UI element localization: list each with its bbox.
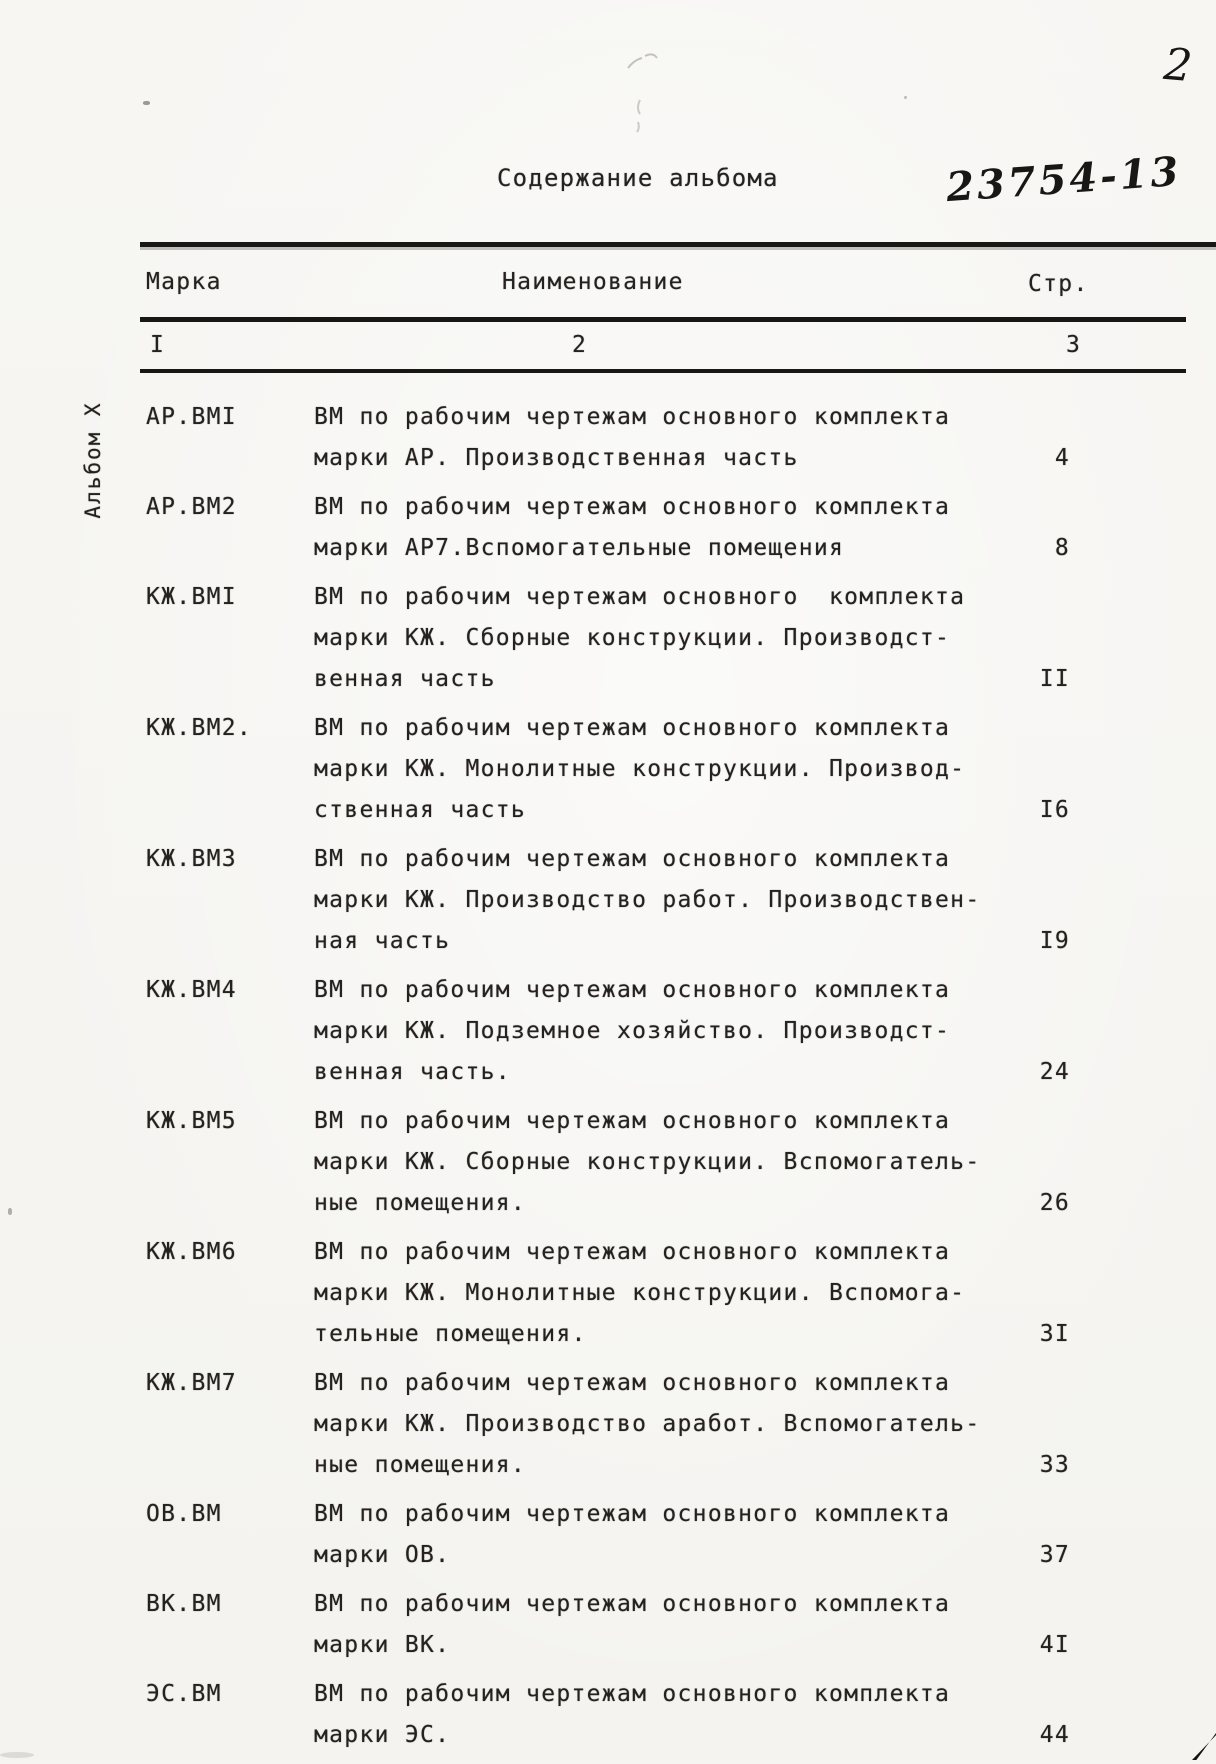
- row-page-number: 4I: [1039, 1632, 1070, 1658]
- row-description: ВМ по рабочим чертежам основного комплекта марки КЖ. Производство аработ. Вспомогатель- ные помещения.: [314, 1370, 981, 1478]
- scan-corner-mark: [1192, 1733, 1216, 1760]
- column-header-mark: Марка: [146, 269, 222, 295]
- row-page-number: 26: [1039, 1190, 1070, 1216]
- row-page-number: 33: [1039, 1452, 1070, 1478]
- table-row: [146, 839, 1070, 962]
- row-page-number: 4: [1054, 445, 1070, 471]
- row-mark: КЖ.ВМ7: [146, 1370, 237, 1396]
- row-page-number: I6: [1039, 797, 1070, 823]
- row-page-number: II: [1039, 666, 1070, 692]
- row-page-number: 24: [1039, 1059, 1070, 1085]
- table-row: [146, 577, 1070, 700]
- table-row: [146, 1494, 1070, 1576]
- row-mark: КЖ.ВМ5: [146, 1108, 237, 1134]
- row-mark: КЖ.ВМ4: [146, 977, 237, 1003]
- row-mark: ОВ.ВМ: [146, 1501, 222, 1527]
- album-side-label: Альбом X: [81, 401, 105, 519]
- row-description: ВМ по рабочим чертежам основного комплекта марки КЖ. Производство работ. Производствен- ная часть: [314, 846, 981, 954]
- table-row: [146, 708, 1070, 831]
- row-page-number: 8: [1054, 535, 1070, 561]
- table-row: [146, 1584, 1070, 1666]
- scan-speck: [904, 96, 907, 99]
- row-mark: АР.ВМ2: [146, 494, 237, 520]
- table-row: [146, 1101, 1070, 1224]
- table-top-rule: [140, 242, 1216, 247]
- row-page-number: I9: [1039, 928, 1070, 954]
- row-mark: ЭС.ВМ: [146, 1681, 222, 1707]
- scan-smudge: [0, 1752, 34, 1758]
- row-mark: АР.ВМI: [146, 404, 237, 430]
- row-mark: КЖ.ВМ3: [146, 846, 237, 872]
- column-header-name: Наименование: [502, 269, 684, 295]
- table-row: [146, 1232, 1070, 1355]
- handwritten-page-number: 2: [1161, 38, 1195, 93]
- header-bottom-rule: [140, 317, 1186, 322]
- column-numbers-rule: [140, 369, 1186, 373]
- row-description: ВМ по рабочим чертежам основного комплекта марки КЖ. Подземное хозяйство. Производст- венная часть.: [314, 977, 951, 1085]
- row-mark: КЖ.ВМI: [146, 584, 237, 610]
- table-row: [146, 487, 1070, 569]
- scan-speck: [8, 1208, 12, 1215]
- page-title: Содержание альбома: [497, 164, 779, 192]
- column-header-page: Стр.: [1028, 271, 1089, 297]
- table-row: [146, 1363, 1070, 1486]
- row-description: ВМ по рабочим чертежам основного комплекта марки АР7.Вспомогательные помещения: [314, 494, 951, 561]
- row-description: ВМ по рабочим чертежам основного комплекта марки КЖ. Монолитные конструкции. Производ- ственная часть: [314, 715, 966, 823]
- table-row: [146, 397, 1070, 479]
- row-description: ВМ по рабочим чертежам основного комплекта марки КЖ. Монолитные конструкции. Вспомога- тельные помещения.: [314, 1239, 966, 1347]
- row-mark: КЖ.ВМ2.: [146, 715, 253, 741]
- table-row: [146, 1674, 1070, 1756]
- row-description: ВМ по рабочим чертежам основного комплекта марки ВК.: [314, 1591, 951, 1658]
- table-row: [146, 970, 1070, 1093]
- pencil-mark: [600, 38, 670, 148]
- scan-speck: [143, 101, 150, 105]
- row-mark: КЖ.ВМ6: [146, 1239, 237, 1265]
- row-page-number: 37: [1039, 1542, 1070, 1568]
- row-mark: ВК.ВМ: [146, 1591, 222, 1617]
- row-description: ВМ по рабочим чертежам основного комплекта марки ЭС.: [314, 1681, 951, 1748]
- row-page-number: 44: [1039, 1722, 1070, 1748]
- row-description: ВМ по рабочим чертежам основного комплекта марки КЖ. Сборные конструкции. Вспомогатель- ные помещения.: [314, 1108, 981, 1216]
- handwritten-doc-number: 23754-13: [944, 147, 1183, 212]
- column-number-2: 2: [572, 332, 588, 358]
- column-number-1: I: [150, 332, 166, 358]
- column-number-3: 3: [1066, 332, 1082, 358]
- row-description: ВМ по рабочим чертежам основного комплекта марки ОВ.: [314, 1501, 951, 1568]
- row-description: ВМ по рабочим чертежам основного комплекта марки КЖ. Сборные конструкции. Производст- венная часть: [314, 584, 966, 692]
- toc-table-body: [146, 397, 1070, 1764]
- row-page-number: 3I: [1039, 1321, 1070, 1347]
- row-description: ВМ по рабочим чертежам основного комплекта марки АР. Производственная часть: [314, 404, 951, 471]
